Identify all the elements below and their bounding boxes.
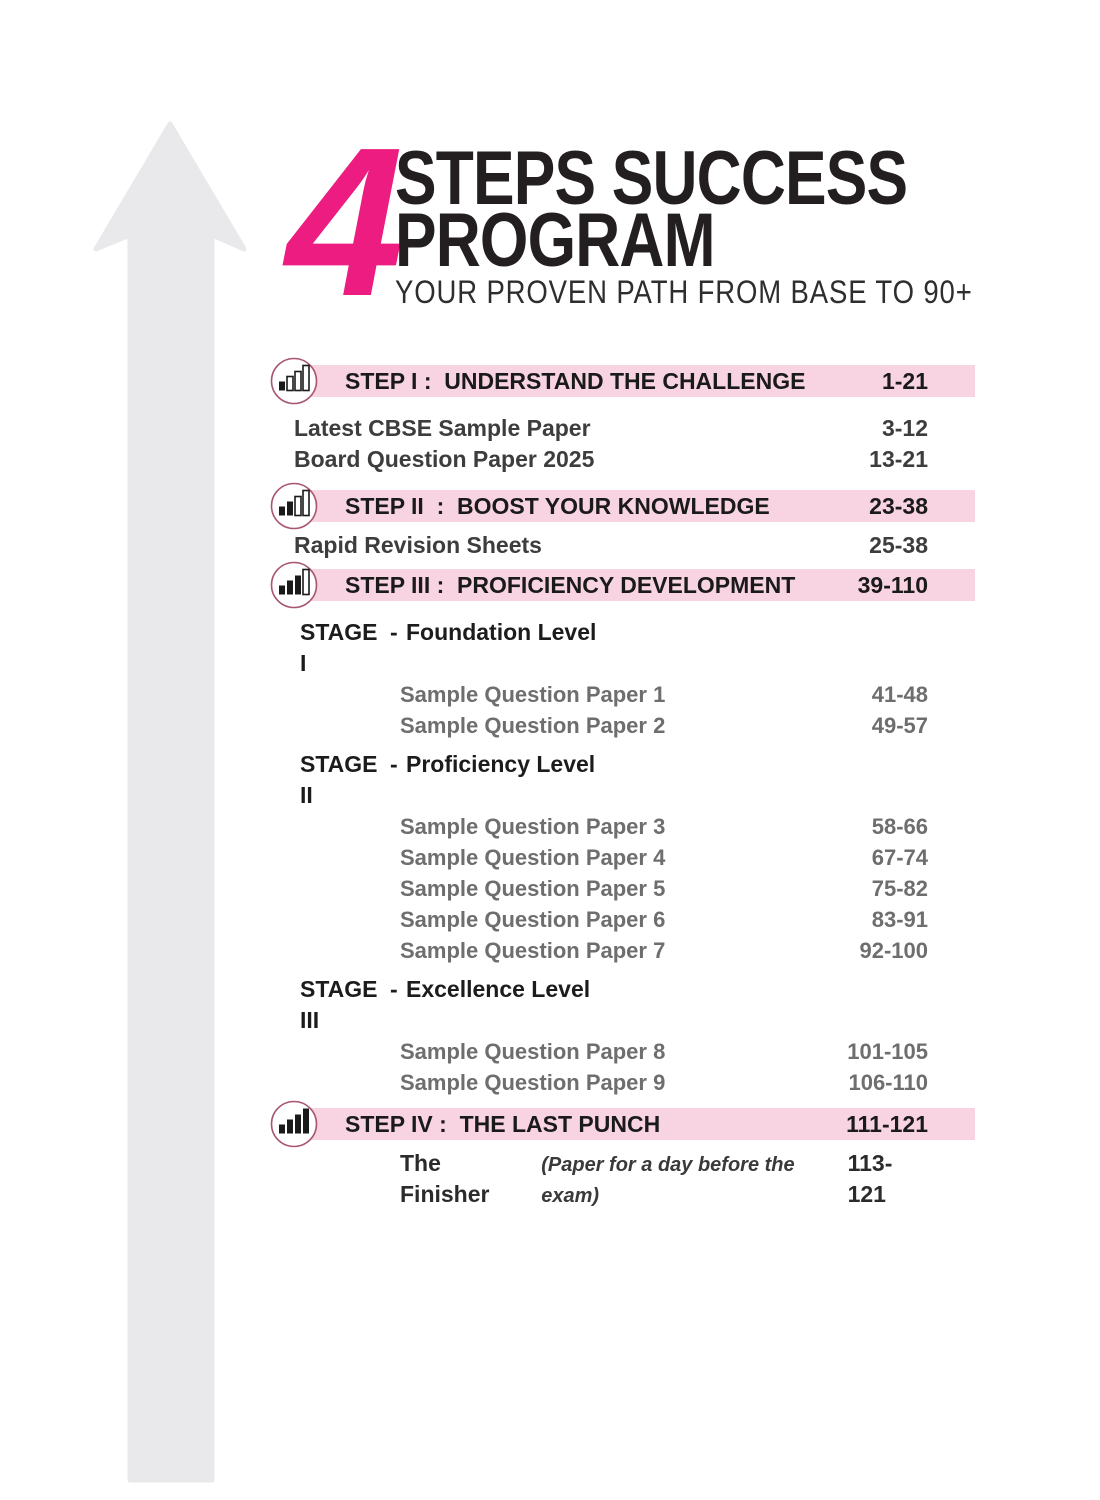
paper-pages: 83-91 [871,907,928,932]
item-label: Board Question Paper 2025 [294,446,595,472]
stage-heading-row [270,974,975,1036]
page-subtitle: YOUR PROVEN PATH FROM BASE TO 90+ [395,274,973,310]
paper-pages: 41-48 [871,682,928,707]
step-label: STEP III : PROFICIENCY DEVELOPMENT [345,572,796,598]
paper-item-row [270,1036,975,1067]
paper-item-row [270,1067,975,1098]
step-header-row [270,490,975,522]
big-number-4: 4 [286,103,398,340]
paper-item-row [270,842,975,873]
item-label: Rapid Revision Sheets [294,532,542,558]
finisher-note: (Paper for a day before the exam) [541,1154,795,1207]
stage-name: Proficiency Level [406,751,596,777]
finisher-pages: 113-121 [847,1150,893,1207]
paper-item-row [270,710,975,741]
stage-label: STAGE I [300,619,378,676]
toc-item-row [270,444,975,475]
step-pages: 39-110 [857,572,928,598]
item-pages: 25-38 [869,532,928,558]
stage-name: Excellence Level [406,976,591,1002]
paper-pages: 101-105 [847,1039,928,1064]
paper-item-row [270,811,975,842]
stage-name: Foundation Level [406,619,597,645]
step-pages: 111-121 [846,1111,928,1137]
toc-item-row [270,530,975,561]
toc-item-row [270,413,975,444]
bar-chart-1-of-4-filled-icon [270,357,318,405]
page-title [395,136,908,283]
step-label: STEP I : UNDERSTAND THE CHALLENGE [345,368,806,394]
stage-heading-row [270,749,975,811]
paper-item-row [270,873,975,904]
paper-label: Sample Question Paper 1 [400,682,666,707]
paper-label: Sample Question Paper 7 [400,938,666,963]
table-of-contents [270,365,975,1212]
paper-label: Sample Question Paper 6 [400,907,666,932]
bar-chart-2-of-4-filled-icon [270,482,318,530]
step-pages: 23-38 [869,493,928,519]
paper-label: Sample Question Paper 4 [400,845,666,870]
paper-item-row [270,904,975,935]
paper-pages: 92-100 [859,938,928,963]
finisher-row [270,1148,975,1212]
stage-dash: - [390,976,398,1002]
page-title-line1: STEPS SUCCESS [395,136,908,221]
item-pages: 13-21 [869,446,928,472]
step-header-row [270,365,975,397]
stage-dash: - [390,619,398,645]
paper-pages: 67-74 [871,845,928,870]
up-arrow-graphic [88,118,252,1488]
stage-label: STAGE II [300,751,378,808]
paper-label: Sample Question Paper 8 [400,1039,666,1064]
bar-chart-4-of-4-filled-icon [270,1100,318,1148]
paper-label: Sample Question Paper 2 [400,713,666,738]
paper-label: Sample Question Paper 3 [400,814,666,839]
paper-item-row [270,679,975,710]
paper-pages: 106-110 [848,1070,928,1095]
title-block [286,0,1010,340]
paper-pages: 49-57 [871,713,928,738]
step-pages: 1-21 [881,368,928,394]
finisher-label: The Finisher [400,1150,490,1207]
paper-pages: 75-82 [871,876,928,901]
bar-chart-3-of-4-filled-icon [270,561,318,609]
paper-item-row [270,935,975,966]
page-title-line2: PROGRAM [395,198,715,283]
step-header-row [270,569,975,601]
item-pages: 3-12 [881,415,928,441]
step-header-row [270,1108,975,1140]
step-label: STEP II : BOOST YOUR KNOWLEDGE [345,493,770,519]
stage-label: STAGE III [300,976,378,1033]
paper-label: Sample Question Paper 9 [400,1070,666,1095]
stage-dash: - [390,751,398,777]
paper-pages: 58-66 [871,814,928,839]
step-label: STEP IV : THE LAST PUNCH [345,1111,661,1137]
item-label: Latest CBSE Sample Paper [294,415,591,441]
stage-heading-row [270,617,975,679]
paper-label: Sample Question Paper 5 [400,876,666,901]
